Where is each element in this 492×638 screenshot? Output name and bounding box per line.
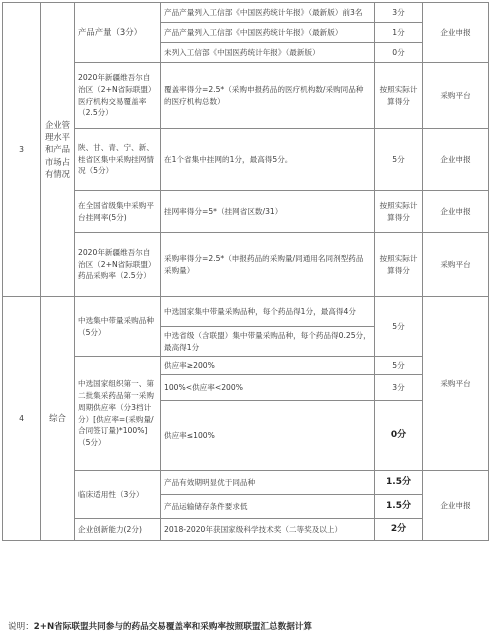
criterion-output-listed: 产品产量列入工信部《中国医药统计年报》（最新版） [161, 23, 375, 43]
score-coverage: 按照实际计算得分 [375, 63, 423, 129]
footnote-text: 2+N省际联盟共同参与的药品交易覆盖率和采购率按照联盟汇总数据计算 [33, 622, 312, 632]
table-row [3, 191, 489, 233]
item-innovation: 企业创新能力(2分) [75, 519, 161, 541]
criterion-clinical-2: 产品运输储存条件要求低 [161, 495, 375, 519]
item-supply: 中选国家组织第一、第二批集采药品第一采购周期供应率（分3档计分）[供应率=(采购量/合同签订量)*100%]（5分） [75, 357, 161, 471]
score-clinical-2: 1.5分 [375, 495, 423, 519]
footnote [8, 620, 312, 632]
criterion-vbp-provincial: 中选省级（含联盟）集中带量采购品种，每个药品得0.25分，最高得1分 [161, 327, 375, 357]
criterion-supply-2: 100%<供应率<200% [161, 375, 375, 401]
source-company: 企业申报 [423, 3, 489, 63]
score-output-not-listed: 0分 [375, 43, 423, 63]
score-output-top3: 3分 [375, 3, 423, 23]
item-coverage: 2020年新疆维吾尔自治区（2+N省际联盟）医疗机构交易覆盖率（2.5分） [75, 63, 161, 129]
criterion-output-not-listed: 未列入工信部《中国医药统计年报》（最新版） [161, 43, 375, 63]
criterion-purchase-rate: 采购率得分=2.5*（申报药品的采购量/同通用名同剂型药品采购量） [161, 233, 375, 297]
source-national-listing: 企业申报 [423, 191, 489, 233]
source-five-provinces: 企业申报 [423, 129, 489, 191]
criterion-vbp-national: 中选国家集中带量采购品种，每个药品得1分，最高得4分 [161, 297, 375, 327]
table-row [3, 519, 489, 541]
table-row [3, 63, 489, 129]
score-innovation: 2分 [375, 519, 423, 541]
criterion-five-provinces: 在1个省集中挂网的1分，最高得5分。 [161, 129, 375, 191]
item-five-provinces: 陕、甘、青、宁、新、桂省区集中采购挂网情况（5分） [75, 129, 161, 191]
section-category: 企业管理水平和产品市场占有情况 [41, 3, 75, 297]
item-national-listing: 在全国省级集中采购平台挂网率(5分) [75, 191, 161, 233]
score-five-provinces: 5分 [375, 129, 423, 191]
score-clinical-1: 1.5分 [375, 471, 423, 495]
item-product-output: 产品产量（3分） [75, 3, 161, 63]
source-clinical: 企业申报 [423, 471, 489, 541]
criterion-national-listing: 挂网率得分=5*（挂网省区数/31） [161, 191, 375, 233]
section-category: 综合 [41, 297, 75, 541]
item-purchase-rate: 2020年新疆维吾尔自治区（2+N省际联盟）药品采购率（2.5分） [75, 233, 161, 297]
section-number: 3 [3, 3, 41, 297]
score-vbp: 5分 [375, 297, 423, 357]
table-row [3, 233, 489, 297]
criterion-output-top3: 产品产量列入工信部《中国医药统计年报》（最新版）前3名 [161, 3, 375, 23]
criterion-clinical-1: 产品有效期明显优于同品种 [161, 471, 375, 495]
score-supply-2: 3分 [375, 375, 423, 401]
scoring-table [2, 2, 489, 541]
score-supply-3: 0分 [375, 401, 423, 471]
table-row [3, 357, 489, 375]
criterion-innovation: 2018-2020年获国家级科学技术奖（二等奖及以上） [161, 519, 375, 541]
item-vbp: 中选集中带量采购品种（5分） [75, 297, 161, 357]
score-purchase-rate: 按照实际计算得分 [375, 233, 423, 297]
criterion-supply-1: 供应率≥200% [161, 357, 375, 375]
score-output-listed: 1分 [375, 23, 423, 43]
source-coverage: 采购平台 [423, 63, 489, 129]
source-purchase-rate: 采购平台 [423, 233, 489, 297]
table-row [3, 297, 489, 327]
table-row [3, 3, 489, 23]
source-supply: 采购平台 [423, 297, 489, 471]
footnote-prefix: 说明： [8, 622, 34, 632]
table-row [3, 129, 489, 191]
score-supply-1: 5分 [375, 357, 423, 375]
item-clinical: 临床适用性（3分） [75, 471, 161, 519]
criterion-coverage: 覆盖率得分=2.5*（采购申报药品的医疗机构数/采购同品种的医疗机构总数） [161, 63, 375, 129]
criterion-supply-3: 供应率≤100% [161, 401, 375, 471]
section-number: 4 [3, 297, 41, 541]
score-national-listing: 按照实际计算得分 [375, 191, 423, 233]
table-row [3, 471, 489, 495]
